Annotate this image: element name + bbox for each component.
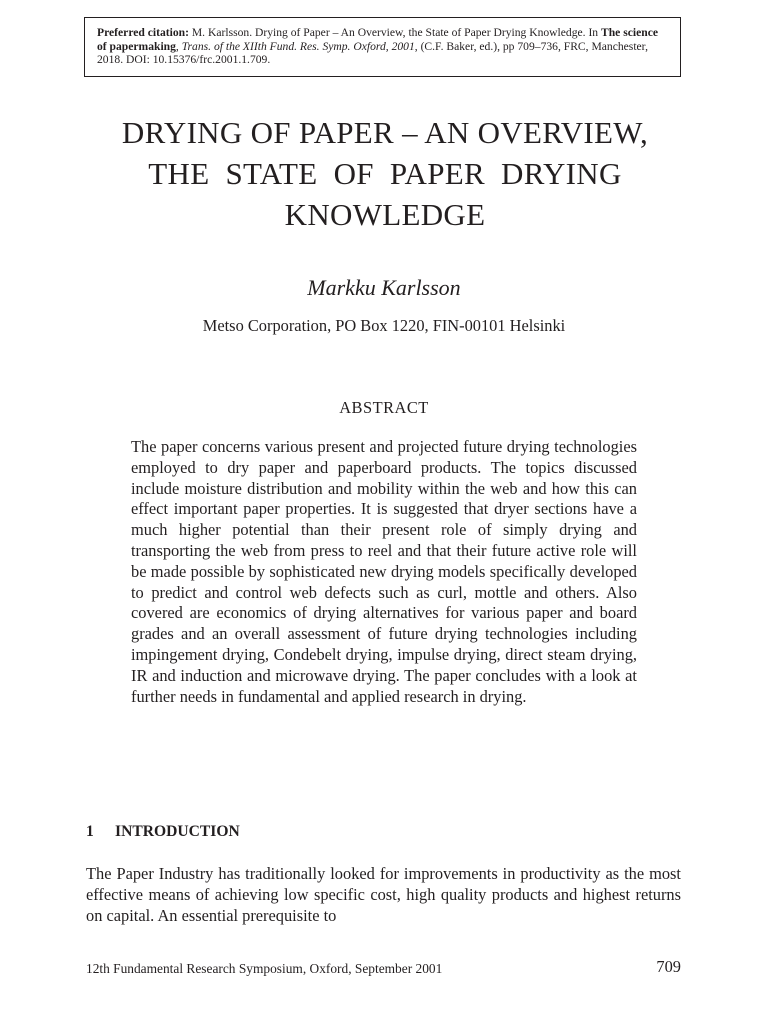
citation-series: Trans. of the XIIth Fund. Res. Symp. Oxford, 2001 <box>181 39 415 53</box>
title-line-3: KNOWLEDGE <box>284 197 486 232</box>
abstract-text: The paper concerns various present and projected future drying technologies employed to dry paper and paperboard products. The topics discussed include moisture distribution and mobility within the web and how this can effect important paper properties. It is suggested that dryer sections have a much higher potential than their present role of simply drying and transporting the web from press to reel and that their future active role will be made possible by sophisticated new drying models specifically developed to predict and control web defects such as curl, mottle and others. Also covered are economics of drying alternatives for various paper and board grades and an overall assessment of future drying technologies including impingement drying, Condebelt drying, impulse drying, direct steam drying, IR and induction and microwave drying. The paper concludes with a look at further needs in fundamental and applied research in drying. <box>131 437 637 706</box>
title-line-1: DRYING OF PAPER – AN OVERVIEW, <box>121 115 649 150</box>
footer-venue: 12th Fundamental Research Symposium, Oxford, September 2001 <box>86 961 443 976</box>
author-name: Markku Karlsson <box>307 275 461 300</box>
title-line-2: THE STATE OF PAPER DRYING <box>148 156 622 191</box>
citation-text-2: , (C.F. Baker, ed.), pp 709–736, FRC, Manchester, 2018. DOI: 10.15376/frc.2001.1.709. <box>97 39 648 67</box>
page-number: 709 <box>656 957 681 976</box>
section-number: 1 <box>86 823 94 840</box>
citation-text-1: M. Karlsson. Drying of Paper – An Overview, the State of Paper Drying Knowledge. In <box>188 26 601 39</box>
citation-separator: , <box>175 39 182 53</box>
citation-book-title: The science of papermaking <box>97 26 658 53</box>
abstract-heading: ABSTRACT <box>339 398 429 417</box>
section-title: INTRODUCTION <box>115 823 240 840</box>
author-affiliation: Metso Corporation, PO Box 1220, FIN-00101 Helsinki <box>202 316 566 335</box>
section-heading <box>86 823 240 841</box>
citation-box <box>84 17 681 77</box>
introduction-text: The Paper Industry has traditionally looked for improvements in productivity as the most effective means of achieving low specific cost, high quality products and highest returns on capital. An essential prerequisite to <box>86 864 681 925</box>
citation-label: Preferred citation: <box>97 26 189 39</box>
paper-title <box>60 112 710 235</box>
